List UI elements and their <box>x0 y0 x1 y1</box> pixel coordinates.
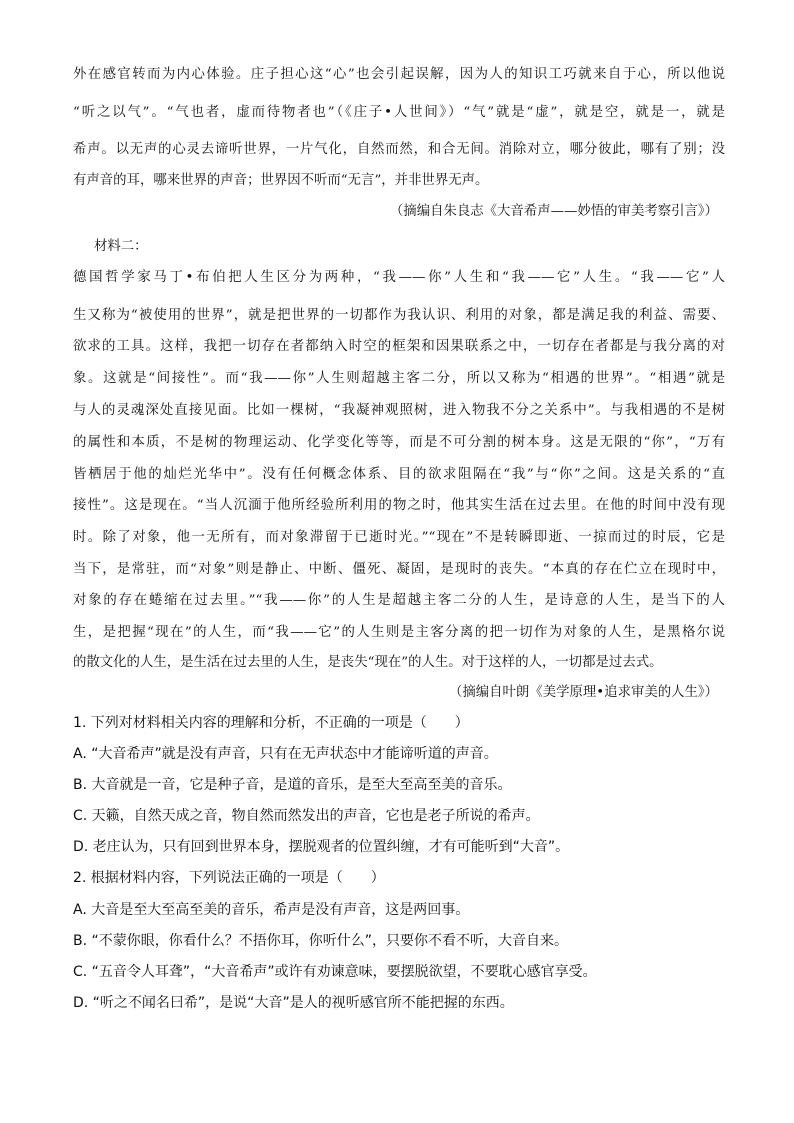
passage1-line: “听之以气”。“气也者，虚而待物者也”（《庄子•人世间》）“气”就是“虚”，就是空，就是一，就是 <box>73 105 725 120</box>
source-citation: （摘编自叶朗《美学原理•追求审美的人生》） <box>448 685 718 700</box>
question-stem: 1. 下列对材料相关内容的理解和分析，不正确的一项是（ ） <box>73 715 469 731</box>
passage1-line: 有声音的耳，哪来世界的声音；世界因不听而“无言”，并非世界无声。 <box>73 173 489 188</box>
question-stem: 2. 根据材料内容，下列说法正确的一项是（ ） <box>73 870 385 886</box>
passage2-line: 对象的存在蜷缩在过去里。”“我——你”的人生是超越主客二分的人生，是诗意的人生，是当下的人 <box>73 593 725 608</box>
passage1-line: 外在感官转而为内心体验。庄子担心这“心”也会引起误解，因为人的知识工巧就来自于心，所以他说 <box>73 67 725 82</box>
answer-option-d[interactable]: D. 老庄认为，只有回到世界本身，摆脱观者的位置纠缠，才有可能听到“大音”。 <box>73 839 570 855</box>
passage2-line: 德国哲学家马丁•布伯把人生区分为两种，“我——你”人生和“我——它”人生。“我——它”人 <box>73 270 725 285</box>
passage2-line: 生，是把握“现在”的人生，而“我——它”的人生则是主客分离的把一切作为对象的人生，是黑格尔说 <box>73 625 725 640</box>
answer-option-b[interactable]: B. 大音就是一音，它是种子音，是道的音乐，是至大至高至美的音乐。 <box>73 777 512 793</box>
answer-option-c[interactable]: C. 天籁，自然天成之音，物自然而然发出的声音，它也是老子所说的希声。 <box>73 808 540 824</box>
passage2-line: 的散文化的人生，是生活在过去里的人生，是丧失“现在”的人生。对于这样的人，一切都是过去式。 <box>73 655 663 670</box>
passage2-line: 当下，是常驻，而“对象”则是静止、中断、僵死、凝固，是现时的丧失。“本真的存在伫立在现时中， <box>73 562 725 577</box>
answer-option-a[interactable]: A. “大音希声”就是没有声音，只有在无声状态中才能谛听道的声音。 <box>73 746 498 762</box>
answer-option-c[interactable]: C. “五音令人耳聋”，“大音希声”或许有劝谏意味，要摆脱欲望，不要耽心感官享受。 <box>73 964 597 980</box>
passage2-line: 的属性和本质，不是树的物理运动、化学变化等等，而是不可分割的树本身。这是无限的“你”，“万有 <box>73 435 725 450</box>
passage2-line: 生又称为“被使用的世界”，就是把世界的一切都作为我认识、利用的对象，都是满足我的利益、需要、 <box>73 308 725 323</box>
passage2-line: 时。除了对象，他一无所有，而对象滞留于已逝时光。”“现在”不是转瞬即逝、一掠而过的时辰，它是 <box>73 530 725 545</box>
answer-option-a[interactable]: A. 大音是至大至高至美的音乐，希声是没有声音，这是两回事。 <box>73 902 470 918</box>
answer-option-b[interactable]: B. “不蒙你眼，你看什么？不捂你耳，你听什么”，只要你不看不听，大音自来。 <box>73 933 569 949</box>
passage1-line: 希声。以无声的心灵去谛听世界，一片气化，自然而然，和合无间。消除对立，哪分彼此，哪有了别；没 <box>73 142 725 157</box>
passage2-line: 象。这就是“间接性”。而“我——你”人生则超越主客二分，所以又称为“相遇的世界”。“相遇”就是 <box>73 371 725 386</box>
passage2-line: 欲求的工具。这样，我把一切存在者都纳入时空的框架和因果联系之中，一切存在者都是与我分离的对 <box>73 339 725 354</box>
passage2-line: 皆栖居于他的灿烂光华中”。没有任何概念体系、目的欲求阻隔在“我”与“你”之间。这是关系的“直 <box>73 467 725 482</box>
material-heading: 材料二： <box>94 239 148 254</box>
passage2-line: 与人的灵魂深处直接见面。比如一棵树，“我凝神观照树，进入物我不分之关系中”。与我相遇的不是树 <box>73 403 725 418</box>
answer-option-d[interactable]: D. “听之不闻名曰希”，是说“大音”是人的视听感官所不能把握的东西。 <box>73 995 514 1011</box>
passage2-line: 接性”。这是现在。“当人沉湎于他所经验所利用的物之时，他其实生活在过去里。在他的时间中没有现 <box>73 498 725 513</box>
source-citation: （摘编自朱良志《大音希声——妙悟的审美考察引言》） <box>389 204 718 219</box>
